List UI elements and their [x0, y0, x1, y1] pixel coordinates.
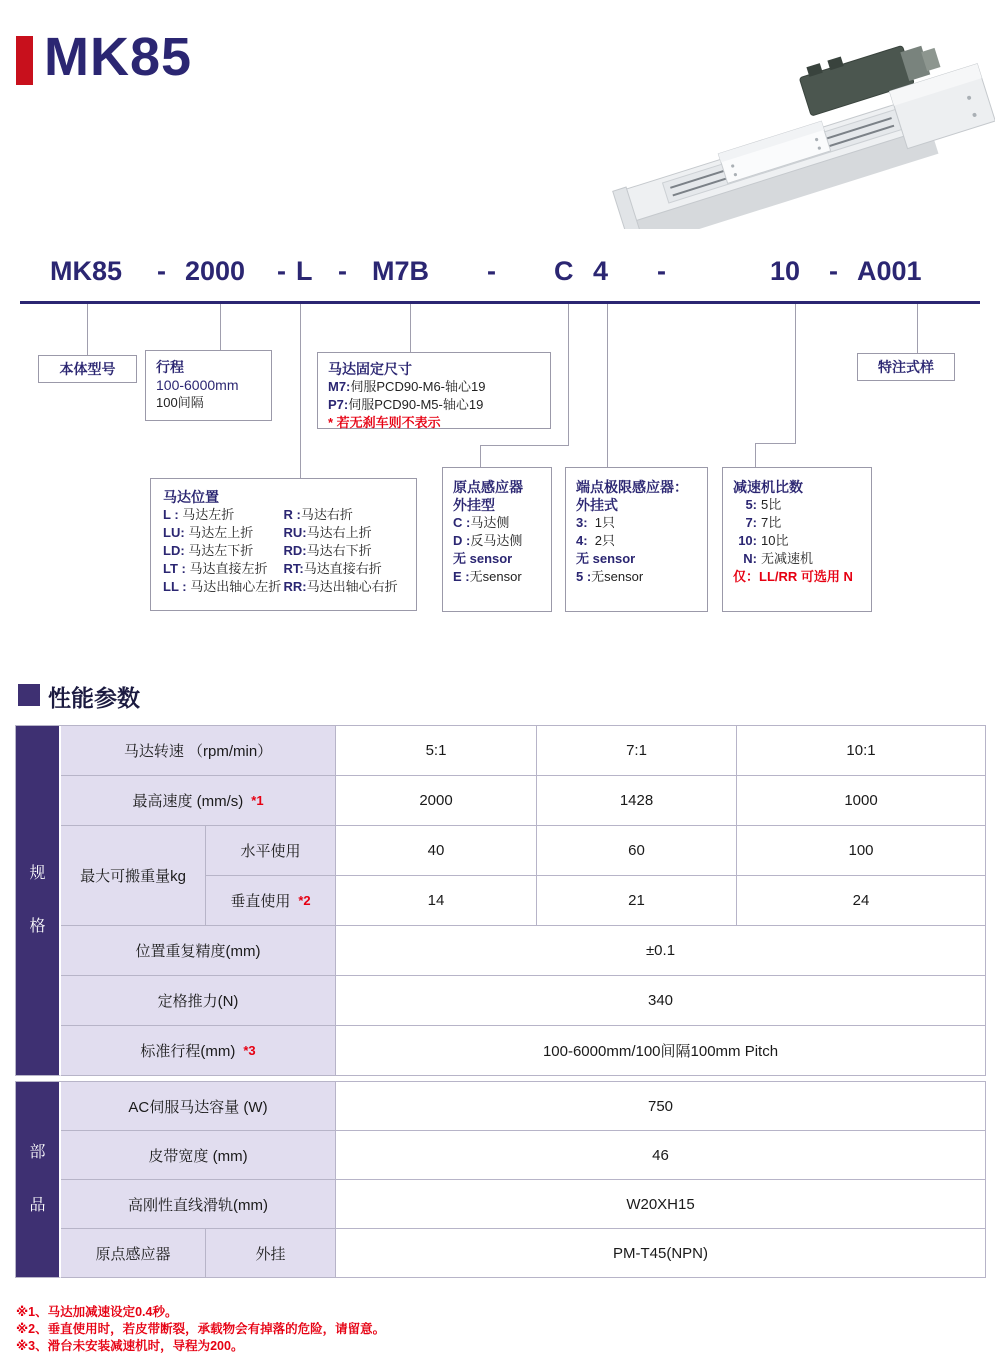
model-separator: -: [657, 256, 666, 286]
stroke-step: 100间隔: [156, 395, 204, 410]
footnote: ※2、垂直使用时，若皮带断裂，承载物会有掉落的危险，请留意。: [16, 1322, 386, 1336]
callout-title: 本体型号: [59, 361, 116, 377]
callout-title: 特注式样: [878, 359, 934, 375]
connector-line: [410, 304, 411, 352]
callout-title: 端点极限感应器：: [576, 479, 688, 495]
table-cell: 2000: [336, 776, 537, 826]
mount-option: M7:伺服PCD90-M6-轴心19: [328, 379, 486, 394]
row-label: AC伺服马达容量 (W): [61, 1082, 336, 1131]
footnote: ※1、马达加减速设定0.4秒。: [16, 1305, 178, 1319]
callout-title: 原点感应器: [453, 479, 523, 495]
parts-table: [15, 1081, 986, 1278]
model-segment: L: [296, 256, 313, 286]
mount-option: P7:伺服PCD90-M5-轴心19: [328, 397, 484, 412]
callout-motor-mount: [317, 352, 551, 429]
connector-line: [917, 304, 918, 353]
reducer-option: 10: 10比: [738, 533, 789, 548]
reducer-option: 7: 7比: [745, 515, 782, 530]
row-label: 位置重复精度(mm): [61, 926, 336, 976]
connector-line: [300, 304, 301, 478]
origin-sensor-option: D :反马达侧: [453, 533, 523, 548]
table-cell: 46: [336, 1131, 986, 1180]
motor-position-row: LD: 马达左下折 RD:马达右下折: [163, 543, 372, 558]
limit-sensor-option: 5 :无sensor: [576, 569, 644, 584]
model-separator: -: [277, 256, 286, 286]
row-label: 马达转速 （rpm/min）: [61, 726, 336, 776]
no-sensor-label: 无 sensor: [576, 551, 636, 566]
callout-title: 行程: [156, 359, 184, 375]
side-label-spec: 规格: [16, 726, 61, 1076]
connector-line: [87, 304, 88, 355]
table-cell: 750: [336, 1082, 986, 1131]
motor-position-row: LU: 马达左上折 RU:马达右上折: [163, 525, 372, 540]
product-image: [595, 4, 995, 229]
callout-reducer-ratio: [722, 467, 872, 612]
page-title: MK85: [44, 27, 193, 87]
table-cell: 24: [737, 876, 986, 926]
connector-line: [220, 304, 221, 350]
row-label: 最高速度 (mm/s) *1: [61, 776, 336, 826]
callout-subtitle: 外挂型: [453, 497, 495, 513]
motor-position-row: LL : 马达出轴心左折 RR:马达出轴心右折: [163, 579, 398, 594]
model-separator: -: [338, 256, 347, 286]
model-line-rule: [20, 301, 980, 304]
row-sublabel: 垂直使用 *2: [206, 876, 336, 926]
connector-line: [480, 445, 569, 446]
model-segment: 2000: [185, 256, 246, 286]
model-separator: -: [157, 256, 166, 286]
model-segment: C: [554, 256, 574, 286]
table-cell: W20XH15: [336, 1180, 986, 1229]
mount-note: * 若无刹车则不表示: [328, 415, 441, 430]
motor-position-row: L : 马达左折 R :马达右折: [163, 507, 353, 522]
callout-limit-sensor: [565, 467, 708, 612]
connector-line: [607, 304, 608, 467]
callout-subtitle: 外挂式: [576, 497, 618, 513]
connector-line: [795, 304, 796, 443]
callout-stroke: [145, 350, 272, 421]
table-cell: 14: [336, 876, 537, 926]
footnote-ref: *2: [298, 893, 311, 908]
row-label: 定格推力(N): [61, 976, 336, 1026]
reducer-option: N: 无减速机: [743, 551, 814, 566]
row-sublabel: 外挂: [206, 1229, 336, 1278]
table-cell: 10:1: [737, 726, 986, 776]
row-group-label: 最大可搬重量kg: [61, 826, 206, 926]
reducer-option: 5: 5比: [745, 497, 782, 512]
model-segment: A001: [857, 256, 922, 286]
model-segment: MK85: [50, 256, 123, 286]
table-cell: 60: [537, 826, 737, 876]
table-cell: 100-6000mm/100间隔100mm Pitch: [336, 1026, 986, 1076]
footnote-ref: *3: [243, 1043, 256, 1058]
linear-actuator-render: [595, 4, 995, 229]
model-separator: -: [487, 256, 496, 286]
stroke-range: 100-6000mm: [156, 377, 239, 393]
origin-sensor-option: E :无sensor: [453, 569, 522, 584]
table-cell: ±0.1: [336, 926, 986, 976]
limit-sensor-option: 4: 2只: [576, 533, 616, 548]
motor-position-row: LT : 马达直接左折 RT:马达直接右折: [163, 561, 382, 576]
connector-line: [480, 445, 481, 467]
row-label: 标准行程(mm) *3: [61, 1026, 336, 1076]
model-separator: -: [829, 256, 838, 286]
table-cell: 7:1: [537, 726, 737, 776]
callout-special-note: [857, 353, 955, 381]
callout-motor-position: [150, 478, 417, 611]
model-segment: M7B: [372, 256, 430, 286]
table-cell: 40: [336, 826, 537, 876]
callout-title: 马达固定尺寸: [328, 361, 412, 377]
model-segment: 10: [770, 256, 801, 286]
side-label-parts: 部品: [16, 1082, 61, 1278]
table-cell: PM-T45(NPN): [336, 1229, 986, 1278]
connector-line: [568, 304, 569, 445]
table-cell: 5:1: [336, 726, 537, 776]
callout-title: 马达位置: [163, 489, 219, 505]
table-cell: 21: [537, 876, 737, 926]
title-accent-bar: [16, 36, 33, 85]
footnote: ※3、滑台未安装减速机时，导程为200。: [16, 1339, 244, 1353]
callout-title: 减速机比数: [733, 479, 803, 495]
row-label: 皮带宽度 (mm): [61, 1131, 336, 1180]
section-title: 性能参数: [48, 685, 140, 711]
no-sensor-label: 无 sensor: [453, 551, 513, 566]
table-cell: 1000: [737, 776, 986, 826]
connector-line: [755, 443, 756, 467]
callout-origin-sensor: [442, 467, 552, 612]
table-cell: 100: [737, 826, 986, 876]
footnote-ref: *1: [251, 793, 264, 808]
footnotes: [16, 1304, 385, 1355]
reducer-note: 仅：LL/RR 可选用 N: [733, 569, 853, 584]
connector-line: [755, 443, 796, 444]
row-label: 高刚性直线滑轨(mm): [61, 1180, 336, 1229]
section-marker-square: [18, 684, 40, 706]
row-sublabel: 水平使用: [206, 826, 336, 876]
limit-sensor-option: 3: 1只: [576, 515, 616, 530]
table-cell: 340: [336, 976, 986, 1026]
table-cell: 1428: [537, 776, 737, 826]
callout-body-model: [38, 355, 137, 383]
spec-table: [15, 725, 986, 1076]
origin-sensor-option: C :马达侧: [453, 515, 510, 530]
row-label: 原点感应器: [61, 1229, 206, 1278]
model-segment: 4: [593, 256, 609, 286]
